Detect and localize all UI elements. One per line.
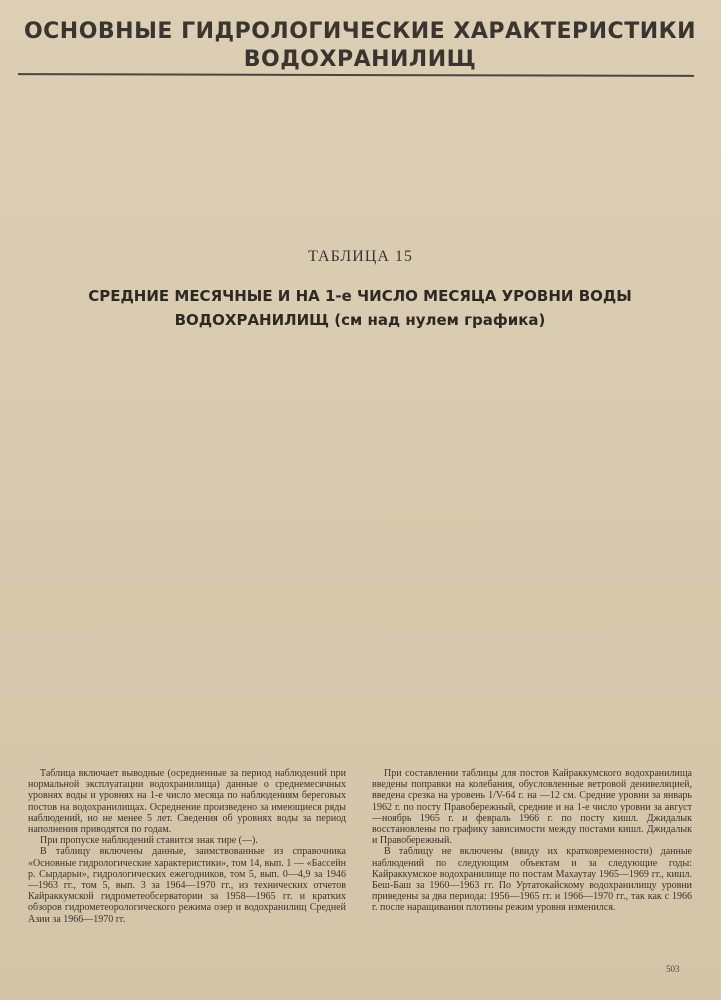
table-title-line-2-units: (см над нулем графика)	[334, 311, 546, 329]
page-number: 503	[666, 964, 680, 974]
table-title-line-1: СРЕДНИЕ МЕСЯЧНЫЕ И НА 1-е ЧИСЛО МЕСЯЦА УРОВНИ ВОДЫ	[88, 287, 632, 305]
note-paragraph: При пропуске наблюдений ставится знак тире (—).	[40, 835, 258, 847]
table-title-line-2-main: ВОДОХРАНИЛИЩ	[174, 311, 330, 329]
table-title	[60, 284, 660, 332]
notes-right-column	[372, 768, 692, 914]
note-paragraph: В таблицу включены данные, заимствованные из справочника «Основные гидрологические характеристики», том 14, вып. 1 — «Бассейн р. Сырдарьи», гидрологических ежегодников, том 5, вып. 0—4,9 за 1946—1963 гг., том 5, вып. 3 за 1964—1970 гг., из технических отчетов Кайраккумской гидрометеобсерватории за 1958—1965 гг. и кратких обзоров гидрометеорологического режима озер и водохранилищ Средней Азии за 1966—1970 гг.	[28, 846, 346, 925]
running-head	[20, 18, 700, 74]
header-rule	[18, 73, 694, 77]
running-head-line-1: ОСНОВНЫЕ ГИДРОЛОГИЧЕСКИЕ ХАРАКТЕРИСТИКИ	[23, 19, 697, 44]
table-number: ТАБЛИЦА 15	[308, 248, 413, 265]
notes-left-column	[28, 768, 346, 925]
note-paragraph: В таблицу не включены (ввиду их кратковременности) данные наблюдений по следующим объектам и за следующие годы: Кайраккумское водохранилище по постам Махаутау 1965—1969 гг., кишл. Беш-Баш за 1960—1963 гг. По Уртатокайскому водохранилищу уровни приведены за два периода: 1956—1965 гг. и 1966—1970 гг., так как с 1966 г. после наращивания плотины режим уровня изменился.	[372, 846, 692, 914]
note-paragraph: Таблица включает выводные (осредненные за период наблюдений при нормальной эксплуатации водохранилища) данные о среднемесячных уровнях воды и уровнях на 1-е число месяца по наблюдениям береговых постов на водохранилищах. Осреднение произведено за имеющиеся ряды наблюдений, но не менее 5 лет. Сведения об уровнях воды за период наполнения приводятся по годам.	[28, 768, 346, 836]
table-title-line-2	[60, 308, 660, 332]
note-paragraph: При составлении таблицы для постов Кайраккумского водохранилища введены поправки на колебания, обусловленные ветровой денивеляцией, введена срезка на уровень 1/V-64 г. на —12 см. Средние уровни за январь 1962 г. по посту Правобережный, средние и на 1-е число уровни за август—ноябрь 1965 г. и февраль 1966 г. по посту кишл. Джидалык восстановлены по графику зависимости между постами кишл. Джидалык и Правобережный.	[372, 768, 692, 847]
running-head-line-2: ВОДОХРАНИЛИЩ	[243, 47, 477, 72]
